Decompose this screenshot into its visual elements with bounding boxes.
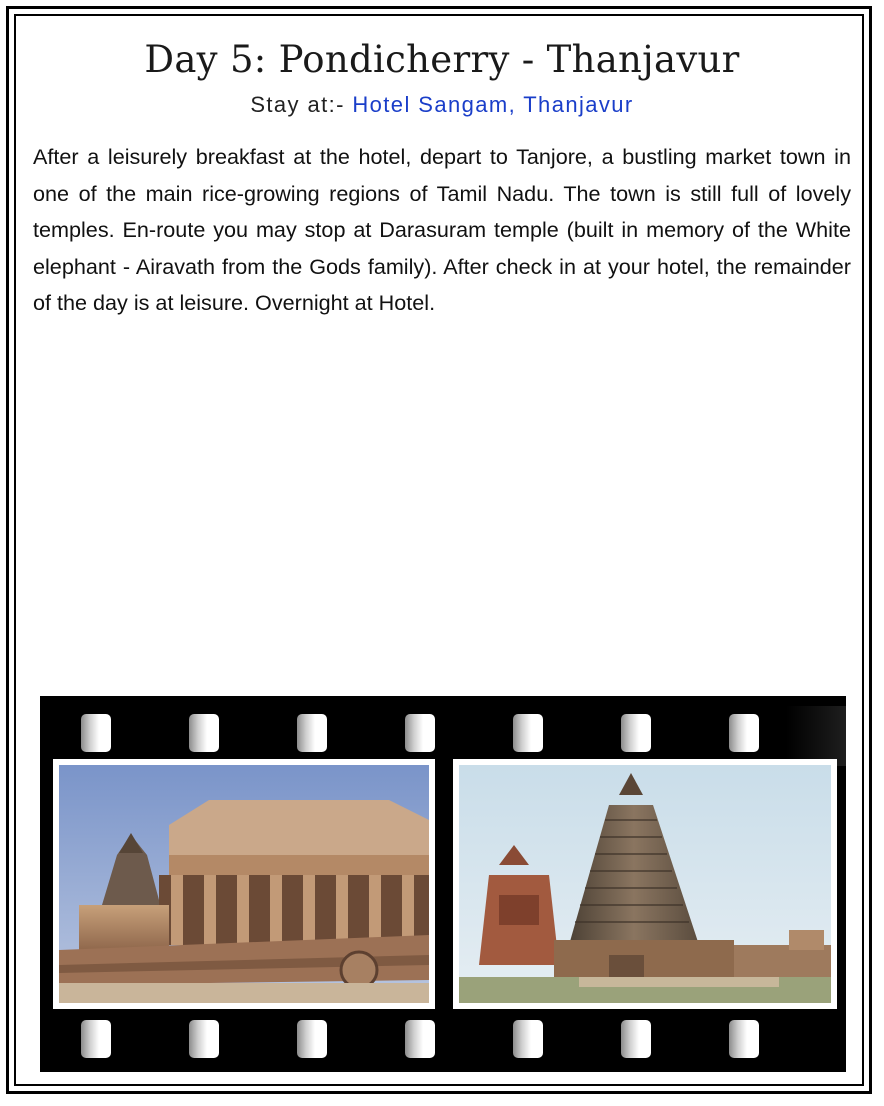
film-strip-highlight	[786, 706, 846, 766]
stay-label: Stay at:-	[250, 92, 353, 117]
film-strip-gallery	[40, 696, 846, 1072]
film-sprocket-hole	[297, 714, 327, 752]
hotel-link[interactable]: Hotel Sangam, Thanjavur	[352, 92, 634, 117]
film-sprocket-hole	[189, 1020, 219, 1058]
film-sprocket-hole	[189, 714, 219, 752]
film-sprocket-hole	[729, 714, 759, 752]
film-sprocket-hole	[513, 1020, 543, 1058]
film-sprocket-hole	[81, 1020, 111, 1058]
film-sprocket-hole	[729, 1020, 759, 1058]
itinerary-description: After a leisurely breakfast at the hotel, depart to Tanjore, a bustling market town in one of the main rice-growing regions of Tamil Nadu. The town is still full of lovely temples. En-route you may stop at Darasuram temple (built in memory of the White elephant - Airavath from the Gods family). After check in at your hotel, the remainder of the day is at leisure. Overnight at Hotel.	[33, 144, 851, 315]
darasuram-temple-image	[59, 765, 429, 1003]
film-sprocket-hole	[621, 714, 651, 752]
film-sprocket-hole	[405, 714, 435, 752]
thanjavur-temple-photo	[453, 759, 837, 1009]
film-sprocket-hole	[81, 714, 111, 752]
thanjavur-temple-image	[459, 765, 831, 1003]
film-sprocket-hole	[297, 1020, 327, 1058]
stay-line	[0, 92, 884, 118]
film-sprocket-hole	[513, 714, 543, 752]
darasuram-temple-photo	[53, 759, 435, 1009]
film-sprocket-hole	[405, 1020, 435, 1058]
day-title: Day 5: Pondicherry - Thanjavur	[144, 38, 740, 81]
film-sprocket-hole	[621, 1020, 651, 1058]
